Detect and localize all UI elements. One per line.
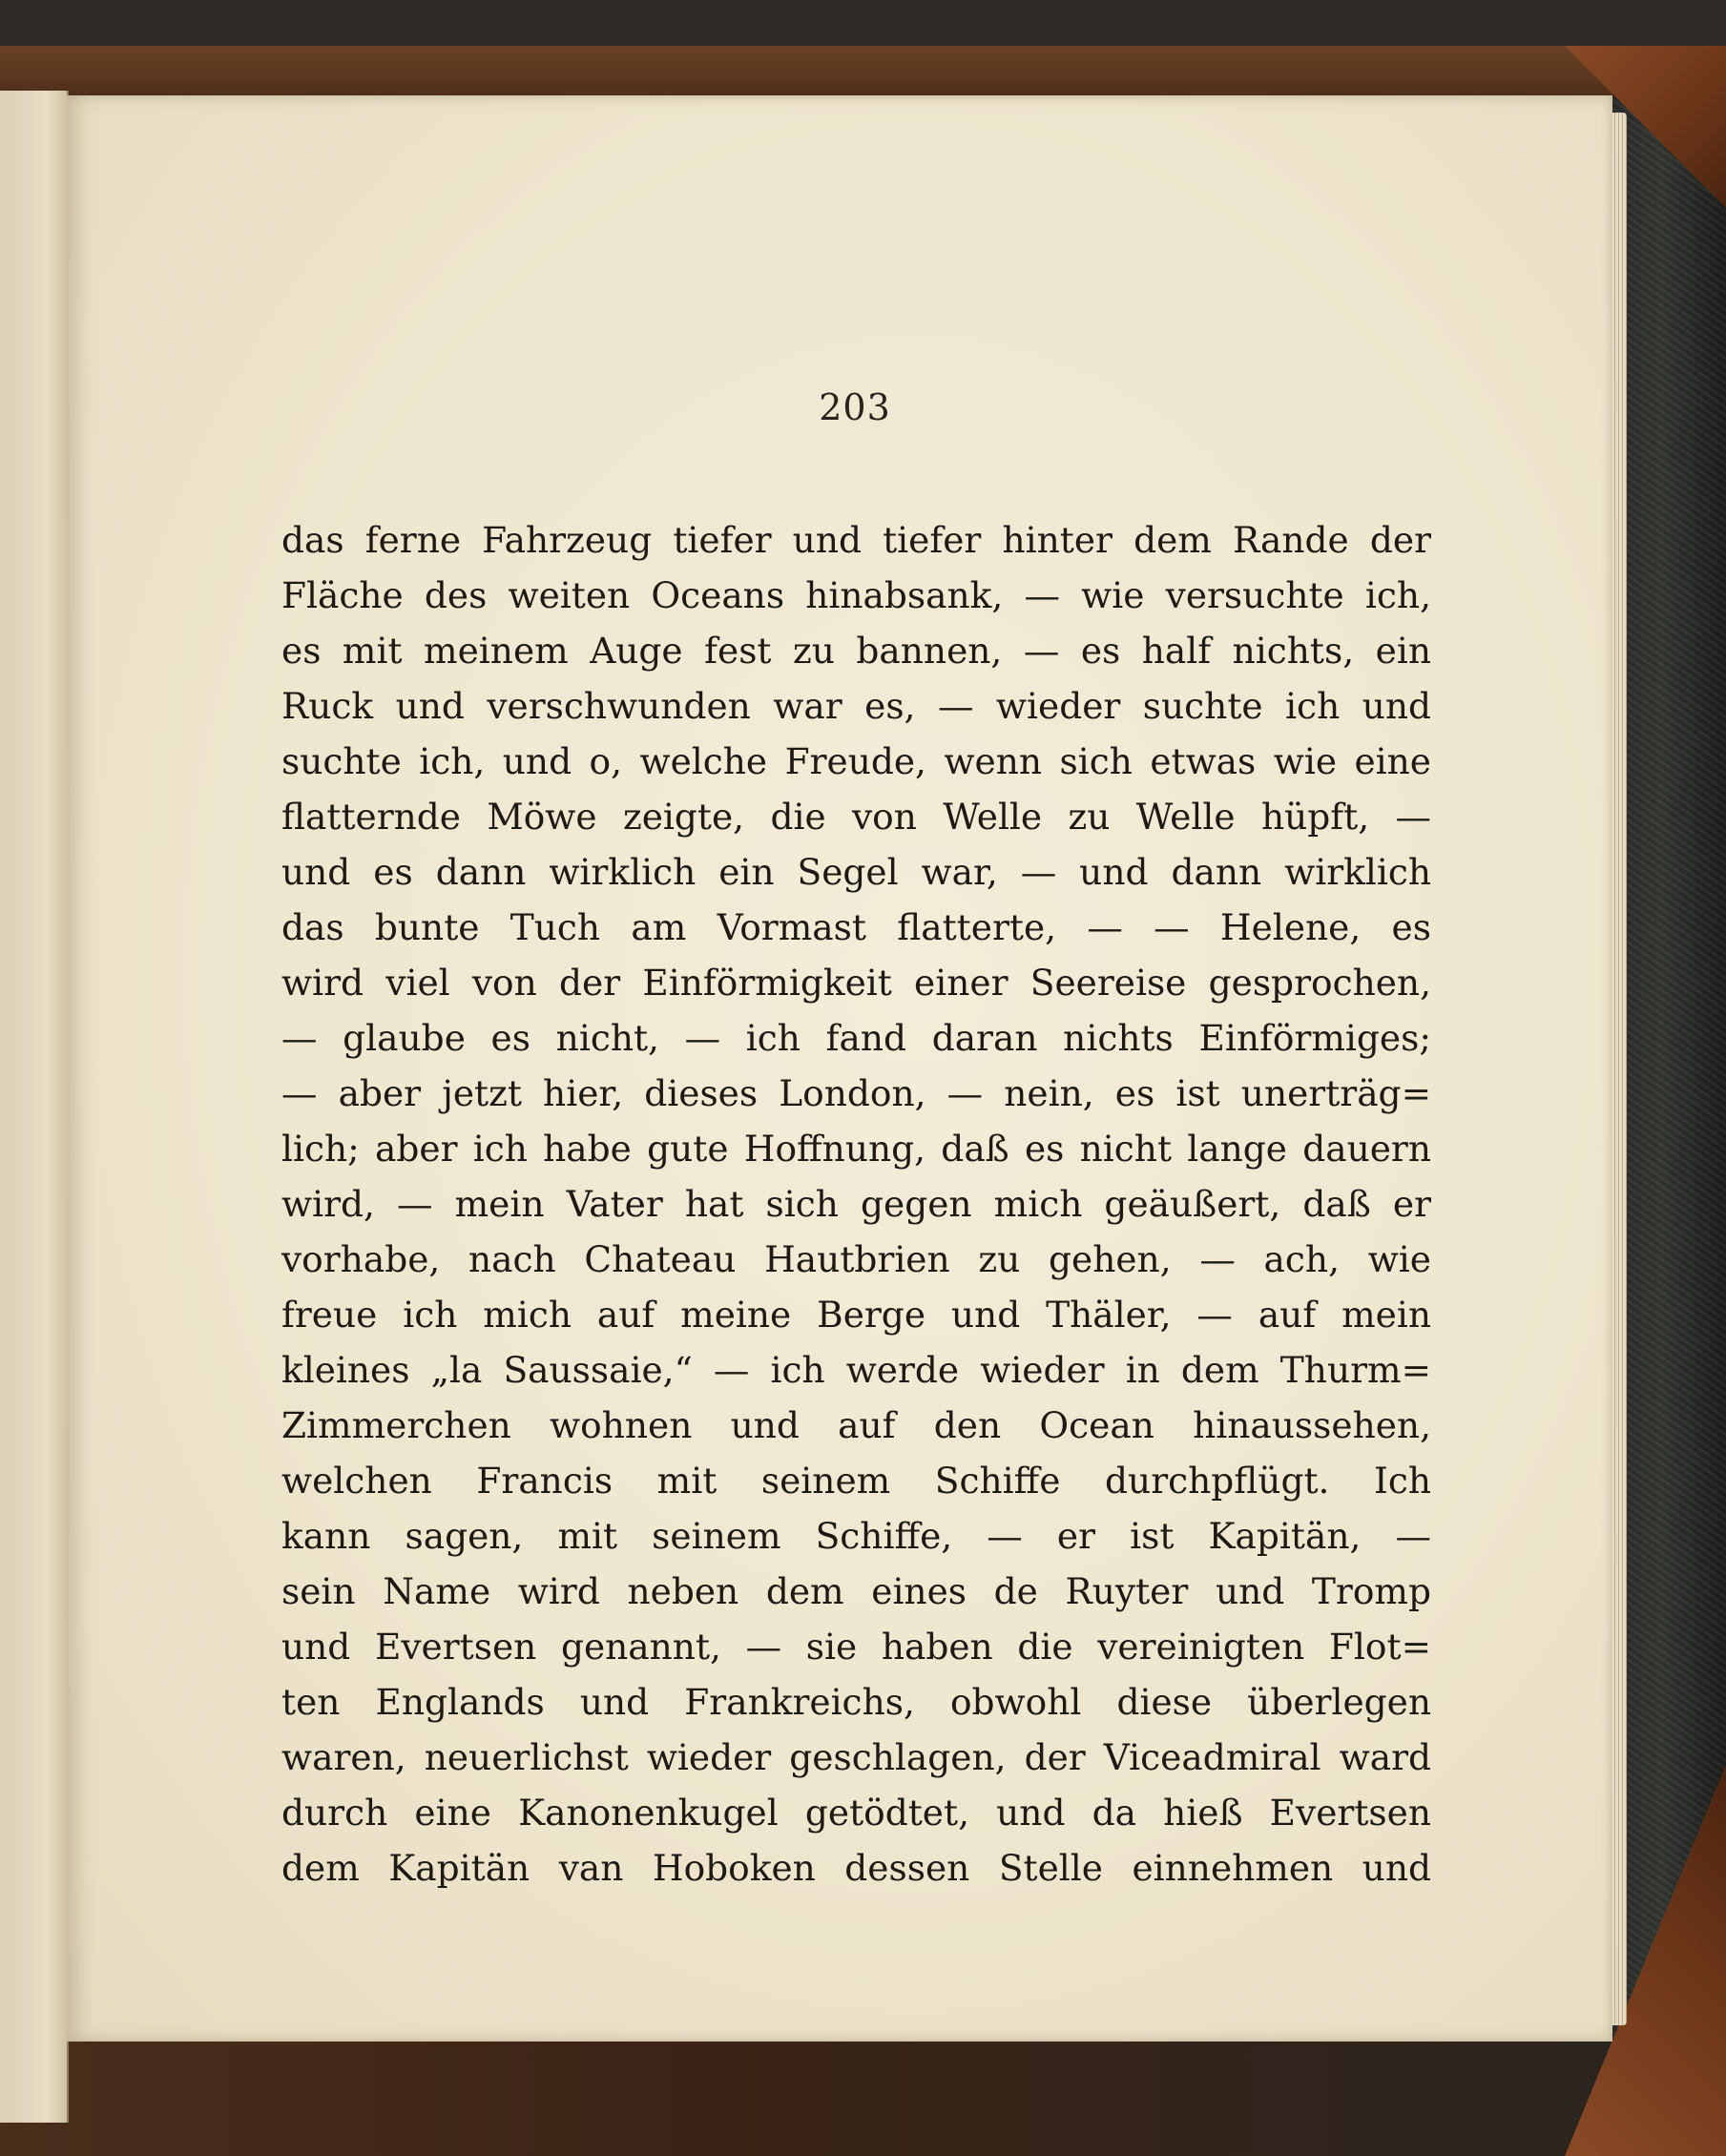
text-line: und Evertsen genannt, — sie haben die vereinigten Flot=	[281, 1626, 1431, 1668]
previous-page-edge	[0, 91, 69, 2123]
page-number: 203	[819, 386, 891, 428]
text-line: Zimmerchen wohnen und auf den Ocean hinaussehen,	[281, 1404, 1431, 1446]
text-line: wird viel von der Einförmigkeit einer Seereise gesprochen,	[281, 962, 1431, 1004]
text-line: vorhabe, nach Chateau Hautbrien zu gehen, — ach, wie	[281, 1238, 1431, 1280]
text-line: durch eine Kanonenkugel getödtet, und da hieß Evertsen	[281, 1792, 1431, 1834]
text-line: dem Kapitän van Hoboken dessen Stelle einnehmen und	[281, 1847, 1431, 1889]
text-line: suchte ich, und o, welche Freude, wenn sich etwas wie eine	[281, 740, 1431, 782]
text-line: — glaube es nicht, — ich fand daran nichts Einförmiges;	[281, 1017, 1431, 1059]
text-line: sein Name wird neben dem eines de Ruyter und Tromp	[281, 1570, 1431, 1612]
text-line: kann sagen, mit seinem Schiffe, — er ist Kapitän, —	[281, 1515, 1431, 1557]
text-line: waren, neuerlichst wieder geschlagen, der Viceadmiral ward	[281, 1736, 1431, 1778]
book-page	[67, 95, 1612, 2042]
text-line: das bunte Tuch am Vormast flatterte, — — Helene, es	[281, 906, 1431, 948]
text-line: freue ich mich auf meine Berge und Thäler, — auf mein	[281, 1294, 1431, 1336]
text-line: und es dann wirklich ein Segel war, — und dann wirklich	[281, 851, 1431, 893]
text-line: es mit meinem Auge fest zu bannen, — es half nichts, ein	[281, 630, 1431, 672]
body-text	[281, 512, 1431, 1896]
text-line: flatternde Möwe zeigte, die von Welle zu Welle hüpft, —	[281, 796, 1431, 838]
cover-top-edge	[0, 46, 1726, 103]
text-line: das ferne Fahrzeug tiefer und tiefer hinter dem Rande der	[281, 519, 1431, 561]
text-line: Ruck und verschwunden war es, — wieder suchte ich und	[281, 685, 1431, 727]
text-line: kleines „la Saussaie,“ — ich werde wieder in dem Thurm=	[281, 1349, 1431, 1391]
text-line: welchen Francis mit seinem Schiffe durchpflügt. Ich	[281, 1460, 1431, 1502]
text-line: Fläche des weiten Oceans hinabsank, — wie versuchte ich,	[281, 574, 1431, 616]
text-line: — aber jetzt hier, dieses London, — nein, es ist unerträg=	[281, 1072, 1431, 1114]
text-line: ten Englands und Frankreichs, obwohl diese überlegen	[281, 1681, 1431, 1723]
text-line: lich; aber ich habe gute Hoffnung, daß es nicht lange dauern	[281, 1128, 1431, 1170]
text-line: wird, — mein Vater hat sich gegen mich geäußert, daß er	[281, 1183, 1431, 1225]
